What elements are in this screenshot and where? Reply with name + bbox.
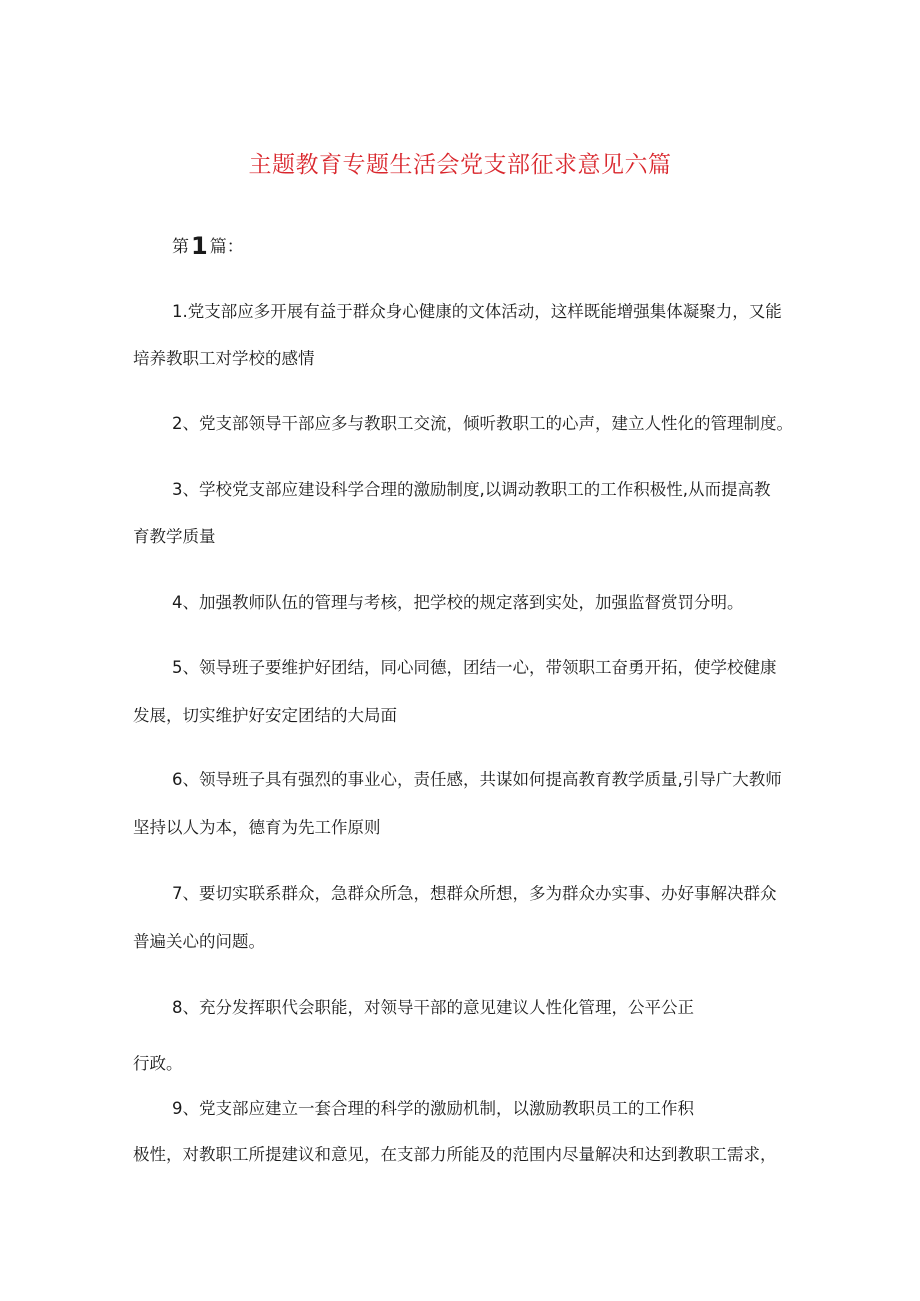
paragraph-8-line-2: 行政。	[133, 1054, 183, 1073]
paragraph-6-line-1: 6、领导班子具有强烈的事业心，责任感，共谋如何提高教育教学质量,引导广大教师	[172, 770, 782, 789]
paragraph-7-line-2: 普遍关心的问题。	[133, 932, 265, 951]
paragraph-5-line-1: 5、领导班子要维护好团结，同心同德，团结一心，带领职工奋勇开拓，使学校健康	[172, 658, 777, 677]
paragraph-5-line-2: 发展，切实维护好安定团结的大局面	[133, 706, 397, 725]
paragraph-1-line-2: 培养教职工对学校的感情	[133, 349, 315, 368]
paragraph-9-line-1: 9、党支部应建立一套合理的科学的激励机制，以激励教职员工的工作积	[172, 1099, 694, 1118]
paragraph-3-line-1: 3、学校党支部应建设科学合理的激励制度,以调动教职工的工作积极性,从而提高教	[172, 480, 771, 499]
document-title: 主题教育专题生活会党支部征求意见六篇	[248, 152, 672, 178]
paragraph-2-line-1: 2、党支部领导干部应多与教职工交流，倾听教职工的心声，建立人性化的管理制度。	[172, 414, 793, 433]
heading-number: 1	[191, 232, 208, 260]
paragraph-4-line-1: 4、加强教师队伍的管理与考核，把学校的规定落到实处，加强监督赏罚分明。	[172, 593, 744, 612]
heading-suffix: 篇：	[209, 237, 244, 257]
heading-prefix: 第	[172, 237, 189, 257]
section-heading	[172, 232, 244, 260]
paragraph-8-line-1: 8、充分发挥职代会职能，对领导干部的意见建议人性化管理，公平公正	[172, 998, 694, 1017]
paragraph-6-line-2: 坚持以人为本，德育为先工作原则	[133, 818, 381, 837]
paragraph-3-line-2: 育教学质量	[133, 527, 216, 546]
paragraph-7-line-1: 7、要切实联系群众，急群众所急，想群众所想，多为群众办实事、办好事解决群众	[172, 884, 777, 903]
paragraph-1-line-1: 1.党支部应多开展有益于群众身心健康的文体活动，这样既能增强集体凝聚力，又能	[172, 302, 782, 321]
paragraph-9-line-2: 极性，对教职工所提建议和意见，在支部力所能及的范围内尽量解决和达到教职工需求，	[133, 1145, 777, 1164]
